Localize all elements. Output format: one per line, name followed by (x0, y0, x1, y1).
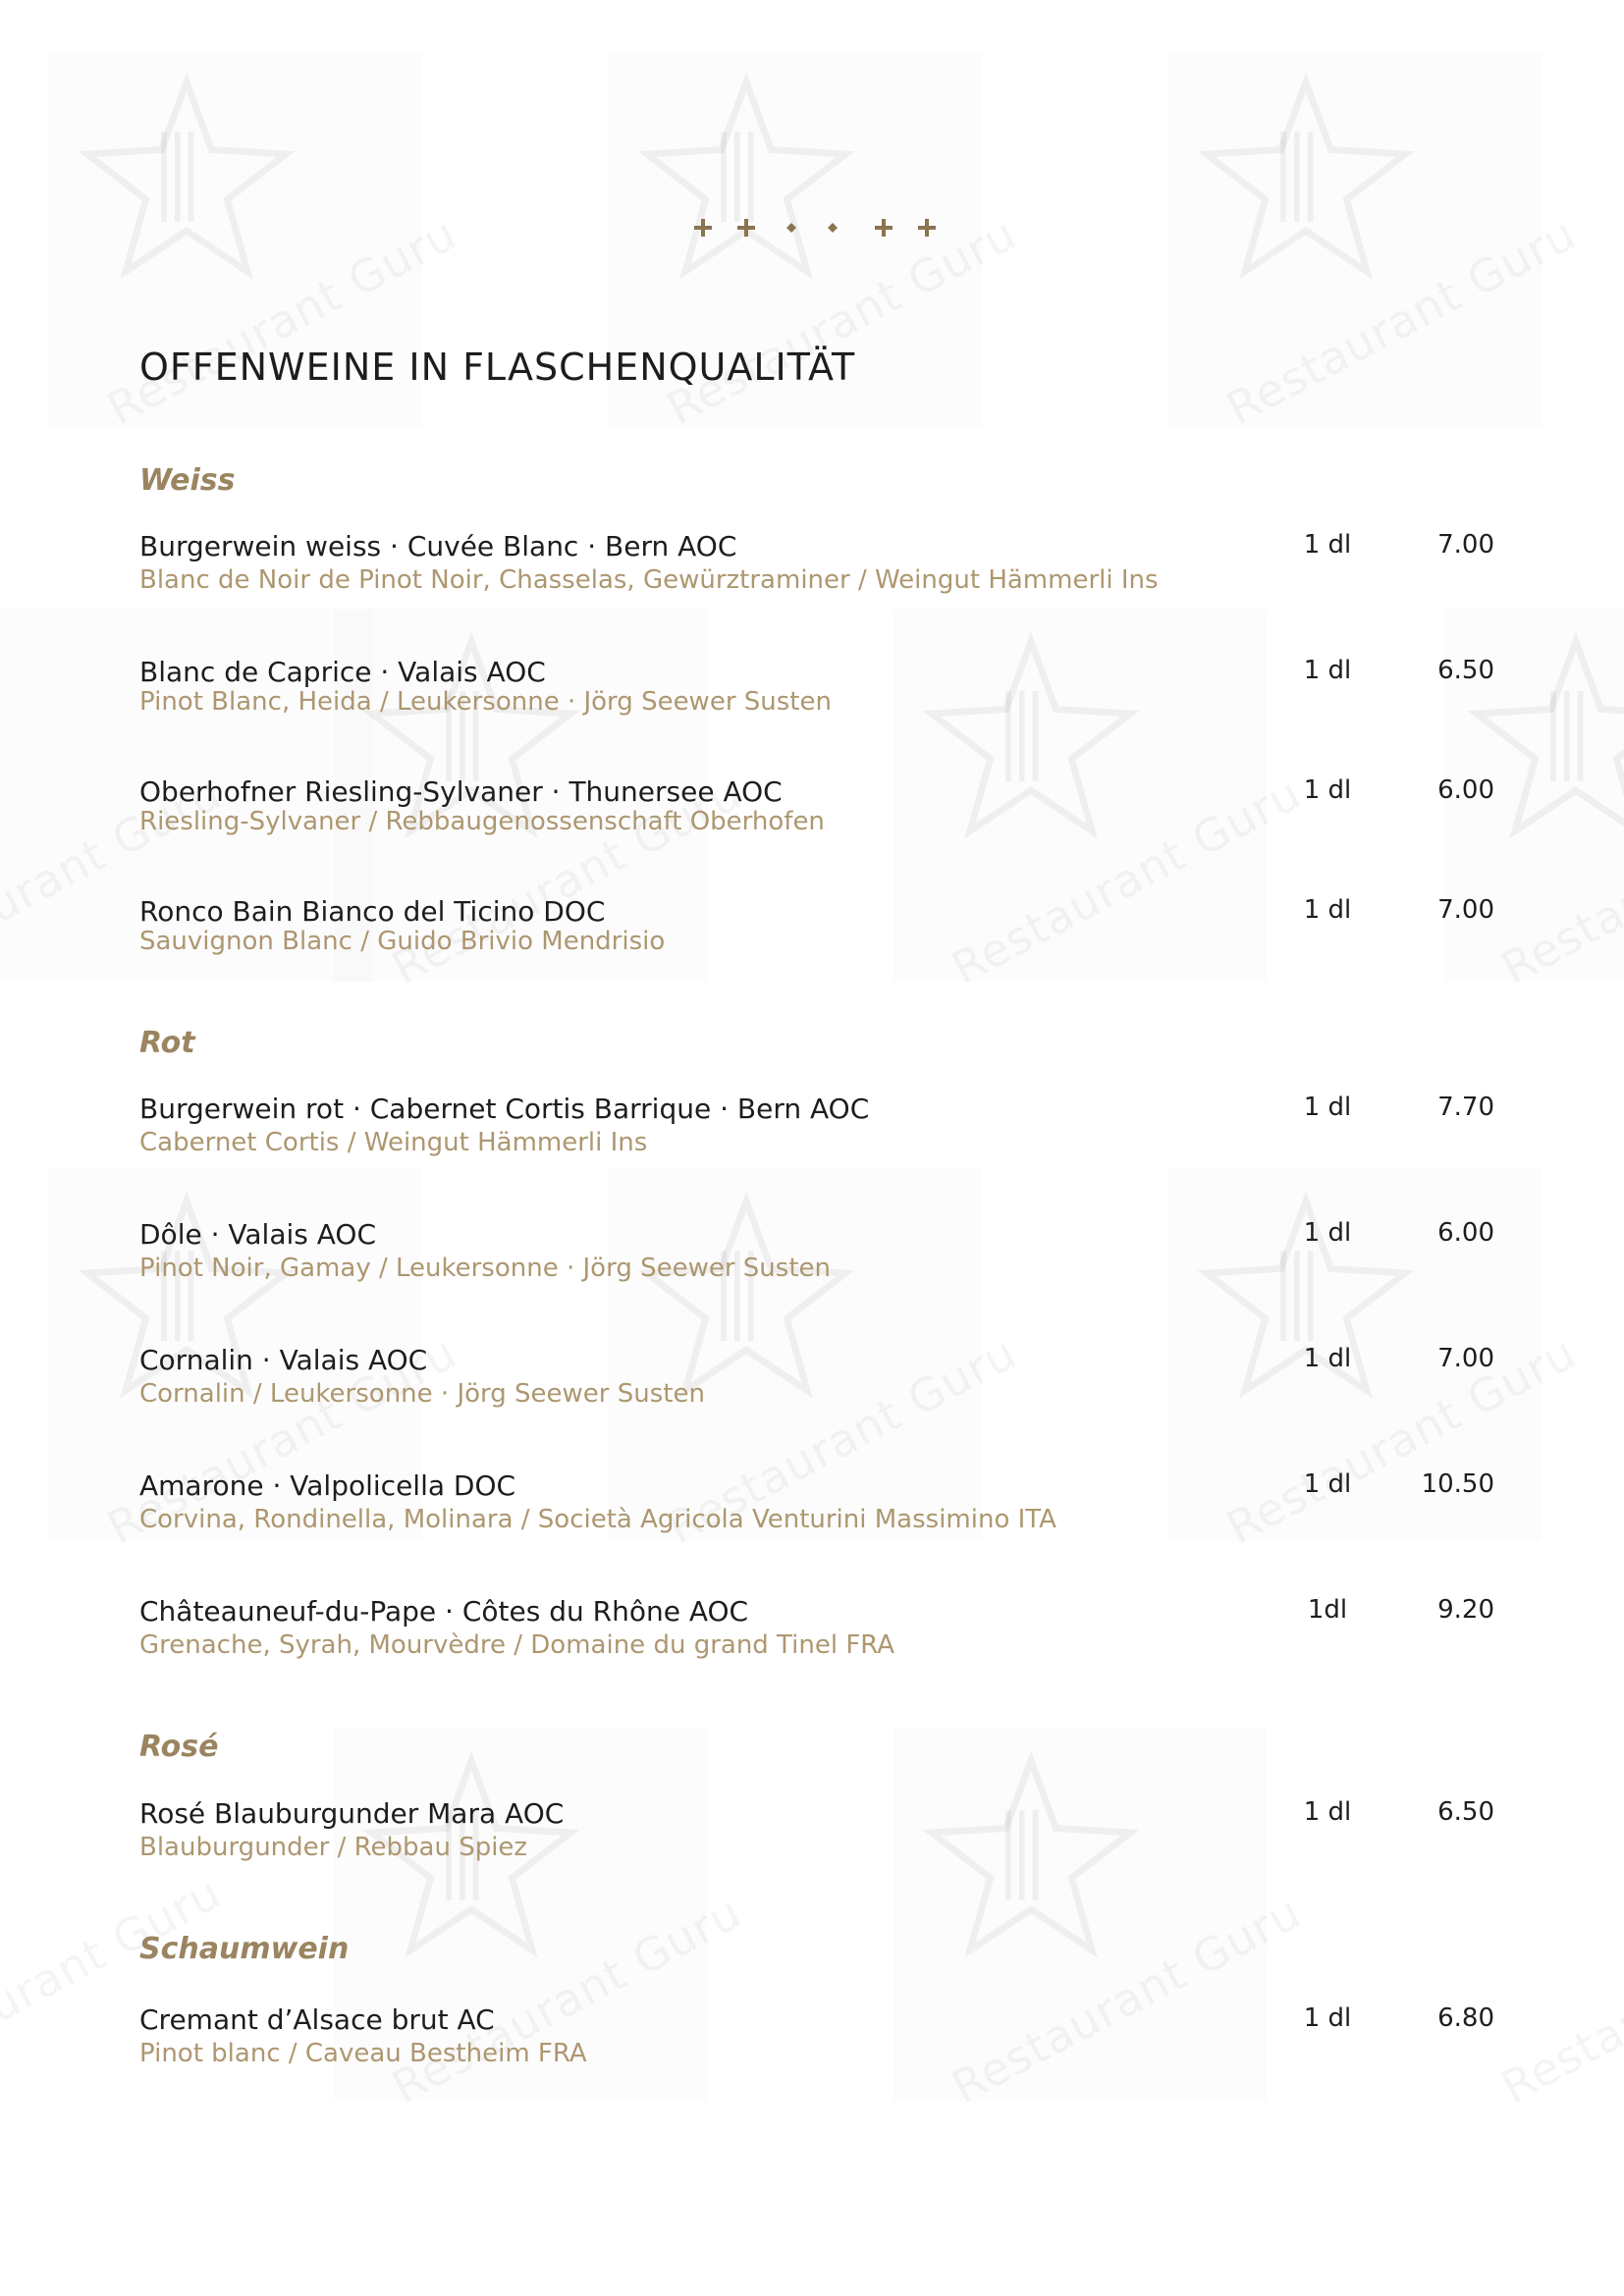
wine-item (139, 1469, 1494, 1548)
wine-name: Cremant d’Alsace brut AC (139, 2003, 495, 2036)
wine-item (139, 2003, 1494, 2082)
wine-description: Blauburgunder / Rebbau Spiez (139, 1833, 528, 1862)
wine-unit: 1 dl (1303, 895, 1352, 925)
watermark-star-fork-icon (1193, 64, 1419, 290)
watermark-tile (1168, 54, 1542, 427)
wine-price: 7.00 (1437, 1344, 1494, 1373)
wine-description: Grenache, Syrah, Mourvèdre / Domaine du grand Tinel FRA (139, 1630, 895, 1660)
section-title-rot: Rot (139, 1026, 195, 1060)
wine-item (139, 1218, 1494, 1297)
wine-name: Cornalin · Valais AOC (139, 1344, 428, 1376)
section-title-weiss: Weiss (139, 463, 236, 498)
wine-unit: 1dl (1307, 1595, 1348, 1625)
wine-unit: 1 dl (1303, 656, 1352, 685)
wine-name: Ronco Bain Bianco del Ticino DOC (139, 895, 606, 928)
wine-description: Corvina, Rondinella, Molinara / Società Agricola Venturini Massimino ITA (139, 1505, 1056, 1534)
wine-unit: 1 dl (1303, 1218, 1352, 1248)
wine-item (139, 1093, 1494, 1171)
wine-price: 7.00 (1437, 895, 1494, 925)
watermark-text (1492, 1886, 1624, 2114)
wine-description: Cabernet Cortis / Weingut Hämmerli Ins (139, 1128, 648, 1157)
wine-unit: 1 dl (1303, 1469, 1352, 1499)
wine-unit: 1 dl (1303, 775, 1352, 805)
watermark-star-fork-icon (633, 64, 859, 290)
wine-unit: 1 dl (1303, 1344, 1352, 1373)
wine-description: Pinot Noir, Gamay / Leukersonne · Jörg Seewer Susten (139, 1254, 831, 1283)
wine-name: Burgerwein weiss · Cuvée Blanc · Bern AOC (139, 530, 737, 562)
wine-price: 6.80 (1437, 2003, 1494, 2033)
wine-item (139, 1595, 1494, 1674)
wine-description: Pinot blanc / Caveau Bestheim FRA (139, 2039, 587, 2068)
wine-name: Oberhofner Riesling-Sylvaner · Thunersee AOC (139, 775, 783, 808)
wine-price: 6.00 (1437, 775, 1494, 805)
watermark-star-fork-icon (74, 64, 299, 290)
wine-description: Sauvignon Blanc / Guido Brivio Mendrisio (139, 927, 666, 956)
wine-item (139, 1344, 1494, 1422)
section-title-rose: Rosé (139, 1730, 219, 1764)
watermark-text (1218, 207, 1585, 436)
wine-item (139, 775, 1494, 854)
wine-name: Amarone · Valpolicella DOC (139, 1469, 516, 1502)
wine-unit: 1 dl (1303, 1797, 1352, 1827)
wine-price: 7.70 (1437, 1093, 1494, 1122)
page-title: OFFENWEINE IN FLASCHENQUALITÄT (139, 346, 856, 389)
wine-price: 10.50 (1421, 1469, 1494, 1499)
wine-price: 6.50 (1437, 1797, 1494, 1827)
wine-description: Blanc de Noir de Pinot Noir, Chasselas, Gewürztraminer / Weingut Hämmerli Ins (139, 565, 1159, 595)
wine-price: 7.00 (1437, 530, 1494, 560)
wine-item (139, 1797, 1494, 1876)
wine-description: Pinot Blanc, Heida / Leukersonne · Jörg Seewer Susten (139, 687, 832, 717)
wine-item (139, 895, 1494, 974)
wine-unit: 1 dl (1303, 530, 1352, 560)
wine-name: Dôle · Valais AOC (139, 1218, 376, 1251)
wine-name: Burgerwein rot · Cabernet Cortis Barrique · Bern AOC (139, 1093, 870, 1125)
wine-price: 6.50 (1437, 656, 1494, 685)
wine-description: Cornalin / Leukersonne · Jörg Seewer Susten (139, 1379, 705, 1409)
wine-description: Riesling-Sylvaner / Rebbaugenossenschaft Oberhofen (139, 807, 825, 836)
watermark-text (1492, 767, 1624, 995)
wine-unit: 1 dl (1303, 2003, 1352, 2033)
wine-item (139, 530, 1494, 609)
wine-price: 6.00 (1437, 1218, 1494, 1248)
wine-name: Châteauneuf-du-Pape · Côtes du Rhône AOC (139, 1595, 749, 1628)
wine-name: Blanc de Caprice · Valais AOC (139, 656, 546, 688)
wine-price: 9.20 (1437, 1595, 1494, 1625)
wine-item (139, 656, 1494, 734)
section-title-schaumwein: Schaumwein (139, 1932, 350, 1966)
watermark-text (98, 207, 465, 436)
ornament-divider-icon (687, 208, 943, 247)
wine-unit: 1 dl (1303, 1093, 1352, 1122)
wine-name: Rosé Blauburgunder Mara AOC (139, 1797, 565, 1830)
